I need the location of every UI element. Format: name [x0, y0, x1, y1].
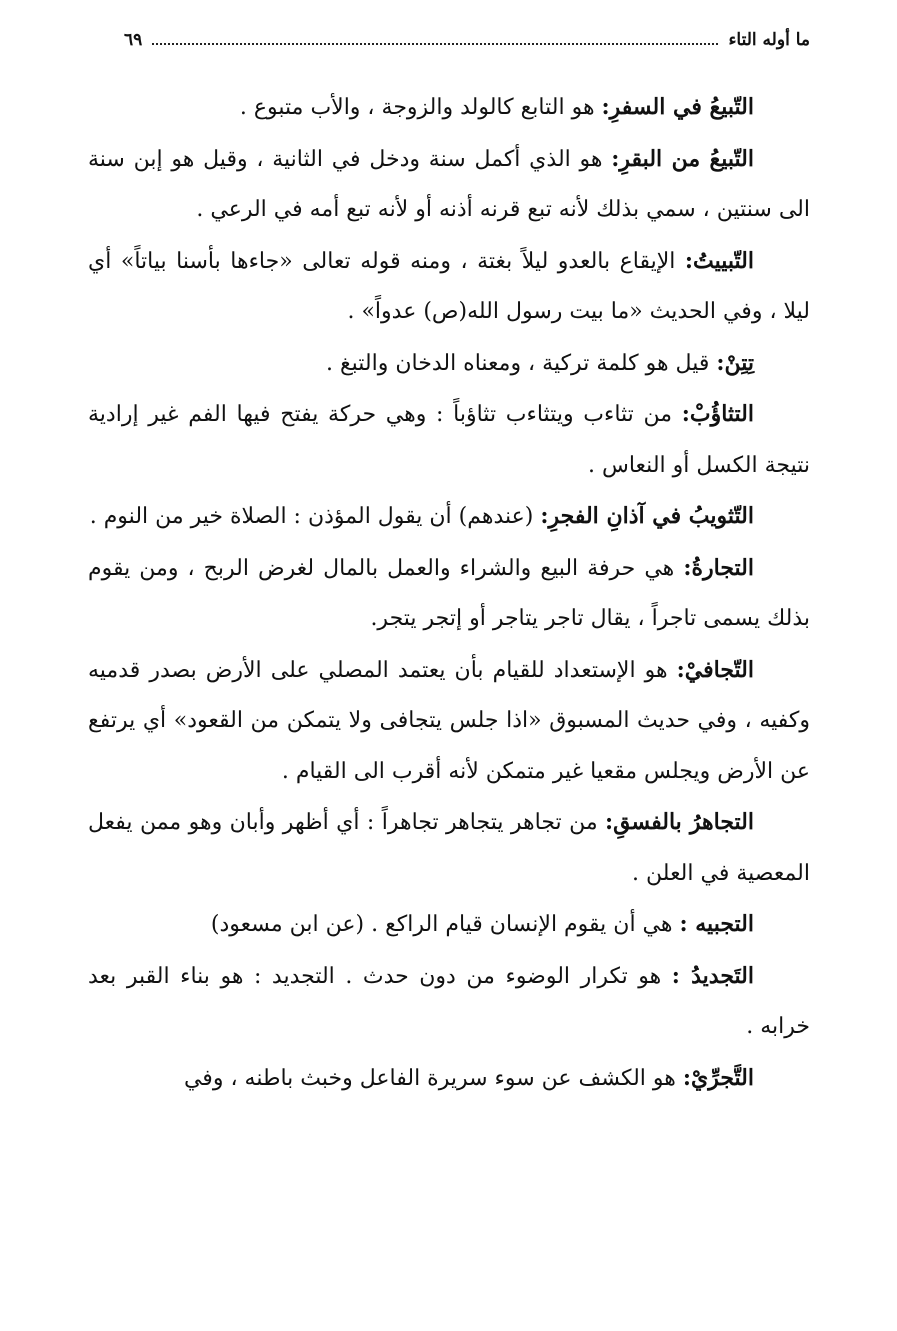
entry-term: تِتِنْ:: [716, 349, 754, 376]
entry-definition: هي أن يقوم الإنسان قيام الراكع . (عن ابن مسعود): [210, 912, 680, 937]
entry-term: التَجديدُ :: [671, 962, 755, 989]
entry-definition: الإيقاع بالعدو ليلاً بغتة ، ومنه قوله تعالى «جاءها بأسنا بياتاً» أي ليلا ، وفي الحديث «ما بيت رسول الله(ص) عدواً» .: [88, 248, 810, 324]
running-header: [88, 30, 810, 66]
entry-tajdeed: [88, 951, 810, 1053]
entry-definition: هو الذي أكمل سنة ودخل في الثانية ، وقيل هو إبن سنة الى سنتين ، سمي بذلك لأنه تبع قرنه أذنه أو لأنه تبع أمه في الرعي .: [88, 146, 810, 222]
entry-term: التجاهرُ بالفسقِ:: [605, 809, 754, 835]
chapter-title: ما أوله التاء: [728, 30, 810, 50]
entry-term: التثاؤُبْ:: [681, 401, 754, 427]
entry-tathweeb: [88, 491, 810, 543]
entry-term: التجبيه :: [679, 911, 754, 937]
entry-term: التّبيعُ في السفرِ:: [601, 94, 754, 120]
entry-definition: من تثاءب ويتثاءب تثاؤباً : وهي حركة يفتح فيها الفم غير إرادية نتيجة الكسل أو النعاس .: [88, 402, 810, 478]
page-number: ٦٩: [124, 30, 143, 50]
entry-term: التَّجرِّيْ:: [682, 1064, 754, 1091]
entry-term: التّجافيْ:: [676, 656, 754, 683]
entry-definition: هو الكشف عن سوء سريرة الفاعل وخبث باطنه ، وفي: [183, 1065, 683, 1091]
entry-definition: (عندهم) أن يقول المؤذن : الصلاة خير من النوم .: [89, 504, 541, 529]
entry-term: التجارةُ:: [683, 554, 754, 581]
entry-definition: هو تكرار الوضوء من دون حدث . التجديد : هو بناء القبر بعد خرابه .: [88, 963, 810, 1039]
entry-term: التّبييتُ:: [684, 247, 754, 274]
entry-tijara: [88, 543, 810, 645]
entry-tajafi: [88, 645, 810, 798]
entry-definition: هي حرفة البيع والشراء والعمل بالمال لغرض الربح ، ومن يقوم بذلك يسمى تاجراً ، يقال تاجر يتاجر أو إتجر يتجر.: [88, 555, 810, 631]
entry-tajarri: [88, 1053, 810, 1105]
entry-term: التّثويبُ في آذانِ الفجرِ:: [540, 503, 754, 529]
entry-tajbeeh: [88, 899, 810, 951]
entry-tabi-baqar: [88, 134, 810, 236]
entry-definition: هو الإستعداد للقيام بأن يعتمد المصلي على الأرض بصدر قدميه وكفيه ، وفي حديث المسبوق «اذا جلس يتجافى ولا يتمكن من القعود» أي يرتفع عن الأرض ويجلس مقعيا غير متمكن لأنه أقرب الى القيام .: [88, 657, 810, 784]
glossary-entries: [88, 82, 810, 1104]
entry-titin: [88, 338, 810, 390]
entry-term: التّبيعُ من البقرِ:: [611, 145, 754, 172]
dotted-leader: [152, 42, 718, 45]
book-page: [88, 30, 810, 1104]
entry-tabi-safar: [88, 82, 810, 134]
entry-definition: من تجاهر يتجاهر تجاهراً : أي أظهر وأبان وهو ممن يفعل المعصية في العلن .: [88, 810, 810, 886]
entry-tabyeet: [88, 236, 810, 338]
entry-definition: قيل هو كلمة تركية ، ومعناه الدخان والتبغ .: [325, 350, 717, 376]
entry-tathaub: [88, 389, 810, 491]
entry-definition: هو التابع كالولد والزوجة ، والأب متبوع .: [239, 95, 602, 120]
entry-tajahur: [88, 797, 810, 899]
